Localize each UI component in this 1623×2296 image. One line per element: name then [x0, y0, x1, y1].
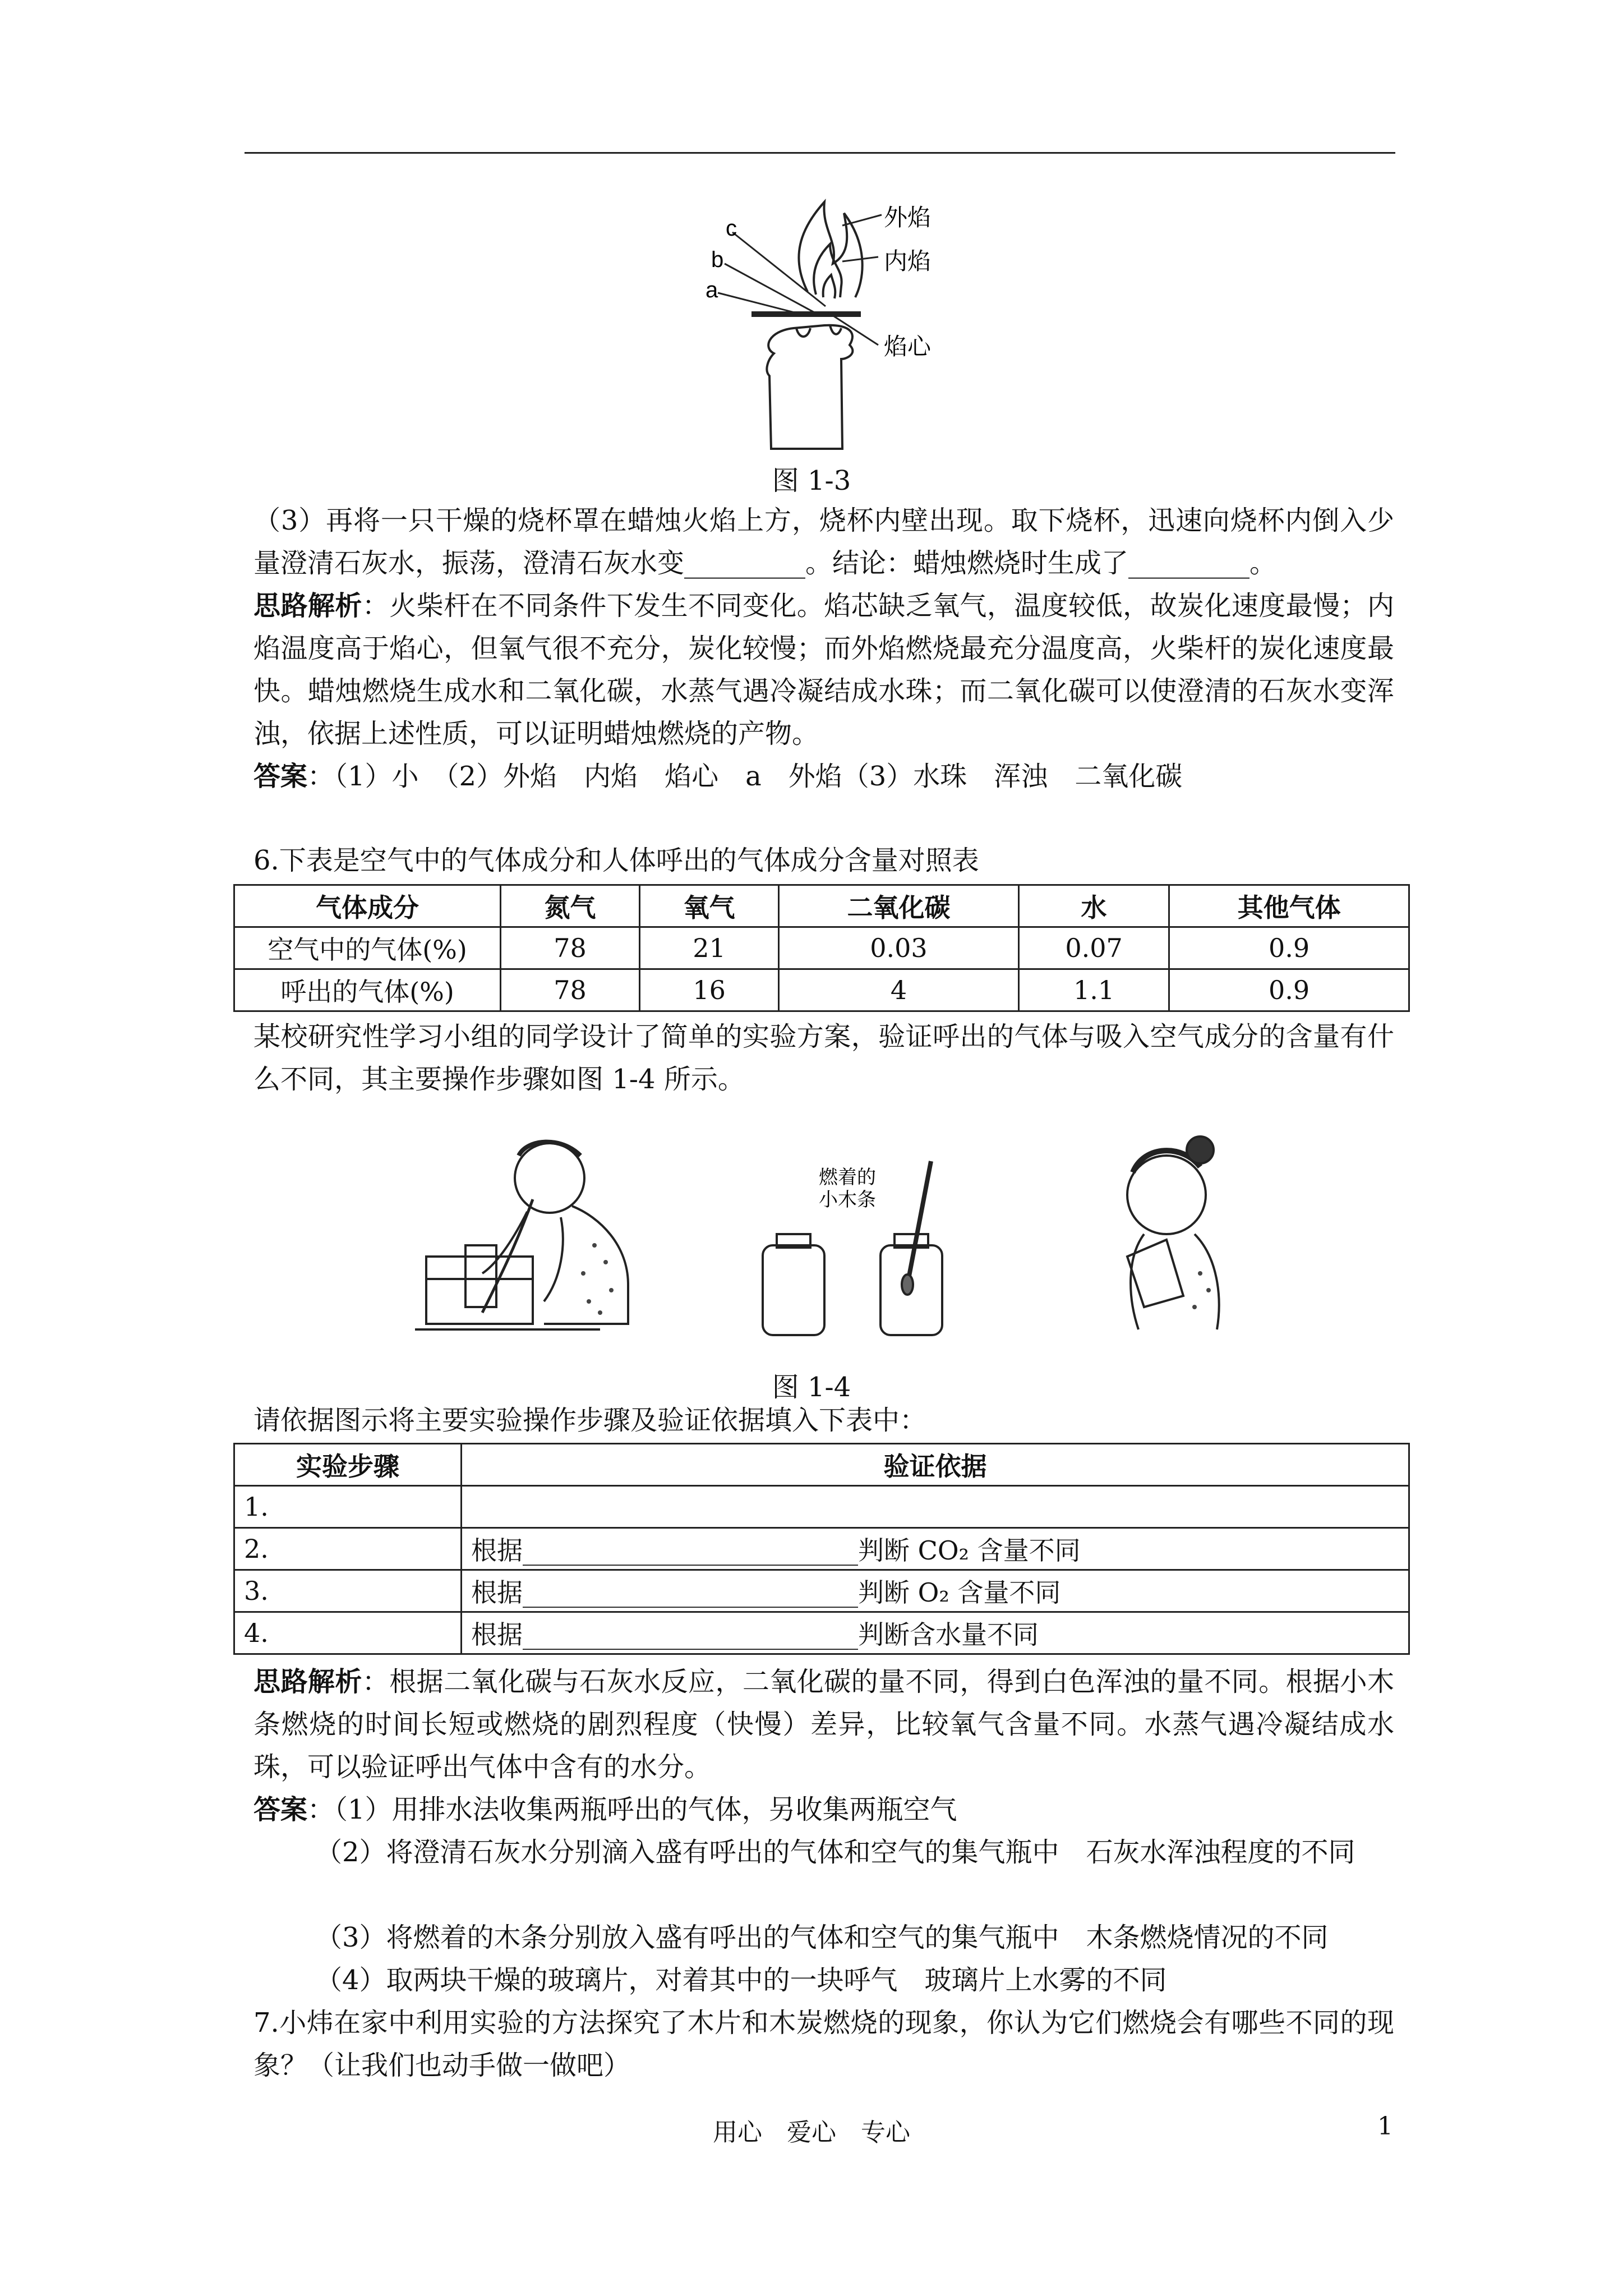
steps-table-header-row: [234, 1444, 1409, 1486]
flame-label-core: 焰心: [884, 333, 932, 360]
table-cell: 0.03: [779, 927, 1019, 969]
analysis-2-label: 思路解析: [253, 1666, 362, 1697]
figure-1-4-caption: 图 1-4: [772, 1372, 851, 1403]
step-evidence: [462, 1486, 1409, 1528]
page-number: 1: [1377, 2112, 1393, 2141]
step-number: 3.: [234, 1570, 462, 1612]
answer-2-line1: [253, 1788, 1394, 1831]
table-row: [234, 1486, 1409, 1528]
burning-splint-label-line2: 小木条: [819, 1189, 876, 1211]
answer-2-label: 答案: [253, 1794, 308, 1825]
step-evidence: 根据__________________________判断含水量不同: [462, 1612, 1409, 1654]
header-rule: [245, 152, 1395, 154]
answer-1-text: ：（1）小 （2）外焰 内焰 焰心 a 外焰（3）水珠 浑浊 二氧化碳: [307, 761, 1183, 792]
step-number: 2.: [234, 1528, 462, 1570]
analysis-1: [253, 585, 1394, 755]
gas-table-header: 氮气: [501, 885, 640, 927]
analysis-1-text: ：火柴杆在不同条件下发生不同变化。焰芯缺乏氧气，温度较低，故炭化速度最慢；内焰温度高于焰心，但氧气很不充分，炭化较慢；而外焰燃烧最充分温度高，火柴杆的炭化速度最快。蜡烛燃烧生成水和二氧化碳，水蒸气遇冷凝结成水珠；而二氧化碳可以使澄清的石灰水变浑浊，依据上述性质，可以证明蜡烛燃烧的产物。: [253, 590, 1394, 749]
table-cell: 1.1: [1018, 969, 1169, 1011]
gas-table-header: 其他气体: [1169, 885, 1409, 927]
table-cell: 78: [501, 927, 640, 969]
step-number: 4.: [234, 1612, 462, 1654]
experiment-steps-table: [233, 1443, 1410, 1655]
table-row: [234, 1570, 1409, 1612]
steps-table-header: 实验步骤: [234, 1444, 462, 1486]
table-row: [234, 1612, 1409, 1654]
question6-description: 某校研究性学习小组的同学设计了简单的实验方案，验证呼出的气体与吸入空气成分的含量有什么不同，其主要操作步骤如图 1-4 所示。: [253, 1021, 1394, 1095]
step-evidence: 根据__________________________判断 O₂ 含量不同: [462, 1570, 1409, 1612]
footer-motto: 用心 爱心 专心: [713, 2118, 910, 2147]
flame-label-inner: 内焰: [884, 247, 932, 275]
question7: 7.小炜在家中利用实验的方法探究了木片和木炭燃烧的现象，你认为它们燃烧会有哪些不同的现象？（让我们也动手做一做吧）: [253, 2007, 1394, 2081]
gas-composition-table: [233, 884, 1410, 1012]
candle-flame-figure: [695, 191, 987, 454]
answer-2-line4: （4）取两块干燥的玻璃片，对着其中的一块呼气 玻璃片上水雾的不同: [315, 1964, 1167, 1996]
flame-label-b: b: [711, 247, 724, 272]
question6-intro: 6.下表是空气中的气体成分和人体呼出的气体成分含量对照表: [253, 845, 979, 876]
answer-1: [253, 755, 1394, 798]
step-evidence: 根据__________________________判断 CO₂ 含量不同: [462, 1528, 1409, 1570]
table-cell: 21: [640, 927, 779, 969]
girl-reading-illustration: [1088, 1128, 1256, 1341]
breathing-experiment-illustration: [415, 1133, 651, 1346]
question5-part3: （3）再将一只干燥的烧杯罩在蜡烛火焰上方，烧杯内壁出现。取下烧杯，迅速向烧杯内倒入少量澄清石灰水，振荡，澄清石灰水变_________。结论：蜡烛燃烧时生成了_________。: [253, 505, 1394, 579]
step-number: 1.: [234, 1486, 462, 1528]
gas-table-header: 气体成分: [234, 885, 501, 927]
answer-2-text: ：（1）用排水法收集两瓶呼出的气体，另收集两瓶空气: [307, 1794, 957, 1825]
table-cell: 16: [640, 969, 779, 1011]
fill-table-intro: 请依据图示将主要实验操作步骤及验证依据填入下表中：: [253, 1405, 927, 1436]
table-cell: 4: [779, 969, 1019, 1011]
answer-2-line2: （2）将澄清石灰水分别滴入盛有呼出的气体和空气的集气瓶中 石灰水浑浊程度的不同: [315, 1837, 1355, 1868]
jars-illustration: [746, 1150, 970, 1341]
flame-label-c: c: [726, 216, 737, 241]
answer-2-line3: （3）将燃着的木条分别放入盛有呼出的气体和空气的集气瓶中 木条燃烧情况的不同: [315, 1922, 1329, 1953]
table-cell: 78: [501, 969, 640, 1011]
table-cell: 呼出的气体(%): [234, 969, 501, 1011]
flame-label-a: a: [706, 278, 718, 302]
gas-table-header-row: [234, 885, 1409, 927]
analysis-1-label: 思路解析: [253, 590, 362, 622]
answer-1-label: 答案: [253, 761, 308, 792]
analysis-2-text: ：根据二氧化碳与石灰水反应，二氧化碳的量不同，得到白色浑浊的量不同。根据小木条燃烧的时间长短或燃烧的剧烈程度（快慢）差异，比较氧气含量不同。水蒸气遇冷凝结成水珠，可以验证呼出气体中含有的水分。: [253, 1666, 1394, 1783]
table-row: [234, 1528, 1409, 1570]
steps-table-header: 验证依据: [462, 1444, 1409, 1486]
analysis-2: [253, 1660, 1394, 1788]
gas-table-header: 氧气: [640, 885, 779, 927]
figure-1-3-caption: 图 1-3: [772, 465, 851, 496]
table-row: [234, 969, 1409, 1011]
table-cell: 0.07: [1018, 927, 1169, 969]
table-cell: 0.9: [1169, 969, 1409, 1011]
gas-table-header: 二氧化碳: [779, 885, 1019, 927]
flame-label-outer: 外焰: [884, 204, 932, 231]
burning-splint-label-line1: 燃着的: [819, 1166, 876, 1189]
table-cell: 0.9: [1169, 927, 1409, 969]
gas-table-header: 水: [1018, 885, 1169, 927]
table-row: [234, 927, 1409, 969]
table-cell: 空气中的气体(%): [234, 927, 501, 969]
